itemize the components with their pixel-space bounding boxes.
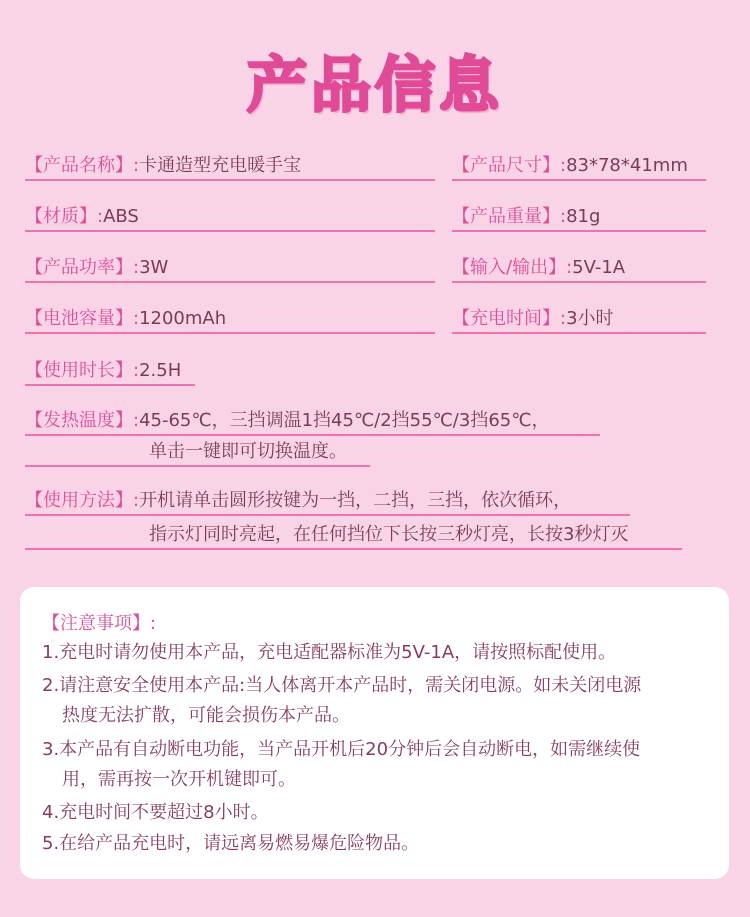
spec-key: 【产品功率】: (25, 257, 140, 278)
spec-key: 【产品名称】: (25, 155, 140, 176)
spec-value: 3W (139, 257, 169, 278)
spec-row-use-time (25, 360, 195, 386)
spec-key: 【使用时长】: (25, 360, 140, 381)
spec-value: 2.5H (139, 360, 182, 381)
note-line: 5.在给产品充电时，请远离易燃易爆危险物品。 (42, 833, 420, 854)
note-line: 3.本产品有自动断电功能，当产品开机后20分钟后会自动断电，如需继续使 (42, 739, 641, 760)
spec-key: 【材质】: (25, 206, 104, 227)
spec-key: 【产品重量】: (452, 206, 567, 227)
spec-value: 3小时 (566, 308, 614, 329)
spec-value-line2: 单击一键即可切换温度。 (149, 441, 347, 462)
spec-value: 81g (566, 206, 601, 227)
note-item-4 (42, 798, 269, 828)
note-item-5 (42, 829, 419, 859)
note-item-3 (42, 735, 640, 795)
notes-panel (20, 587, 729, 879)
spec-row-heat-temp-cont (25, 441, 370, 467)
spec-value: 1200mAh (139, 308, 227, 329)
spec-key: 【电池容量】: (25, 308, 140, 329)
spec-row-weight (452, 206, 706, 232)
spec-row-usage (25, 490, 630, 516)
spec-key: 【使用方法】: (25, 490, 140, 511)
note-item-1 (42, 638, 616, 668)
spec-value: 83*78*41mm (566, 155, 688, 176)
spec-value-line2: 指示灯同时亮起，在任何挡位下长按三秒灯亮，长按3秒灯灭 (149, 524, 629, 545)
note-line: 1.充电时请勿使用本产品，充电适配器标准为5V-1A，请按照标配使用。 (42, 642, 617, 663)
spec-row-material (25, 206, 435, 232)
spec-row-size (452, 155, 706, 181)
notes-title: 【注意事项】: (42, 613, 157, 634)
spec-value: ABS (103, 206, 139, 227)
spec-row-power (25, 257, 435, 283)
spec-row-usage-cont (25, 524, 682, 550)
spec-key: 【输入/输出】: (452, 257, 573, 278)
spec-key: 【充电时间】: (452, 308, 567, 329)
note-line-cont: 热度无法扩散，可能会损伤本产品。 (62, 705, 350, 726)
spec-value: 5V-1A (572, 257, 626, 278)
spec-key: 【产品尺寸】: (452, 155, 567, 176)
spec-row-charge-time (452, 308, 706, 334)
spec-value-line1: 开机请单击圆形按键为一挡，二挡，三挡，依次循环， (139, 490, 572, 511)
note-line: 2.请注意安全使用本产品:当人体离开本产品时，需关闭电源。如未关闭电源 (42, 675, 642, 696)
spec-value-line1: 45-65℃，三挡调温1挡45℃/2挡55℃/3挡65℃， (139, 410, 550, 431)
spec-value: 卡通造型充电暖手宝 (139, 155, 302, 176)
spec-row-heat-temp (25, 410, 600, 436)
note-line-cont: 用，需再按一次开机键即可。 (62, 769, 296, 790)
note-item-2 (42, 671, 641, 731)
spec-key: 【发热温度】: (25, 410, 140, 431)
spec-row-name (25, 155, 435, 181)
page-title: 产品信息 (247, 51, 503, 121)
spec-row-io (452, 257, 706, 283)
note-line: 4.充电时间不要超过8小时。 (42, 802, 269, 823)
spec-row-battery (25, 308, 435, 334)
